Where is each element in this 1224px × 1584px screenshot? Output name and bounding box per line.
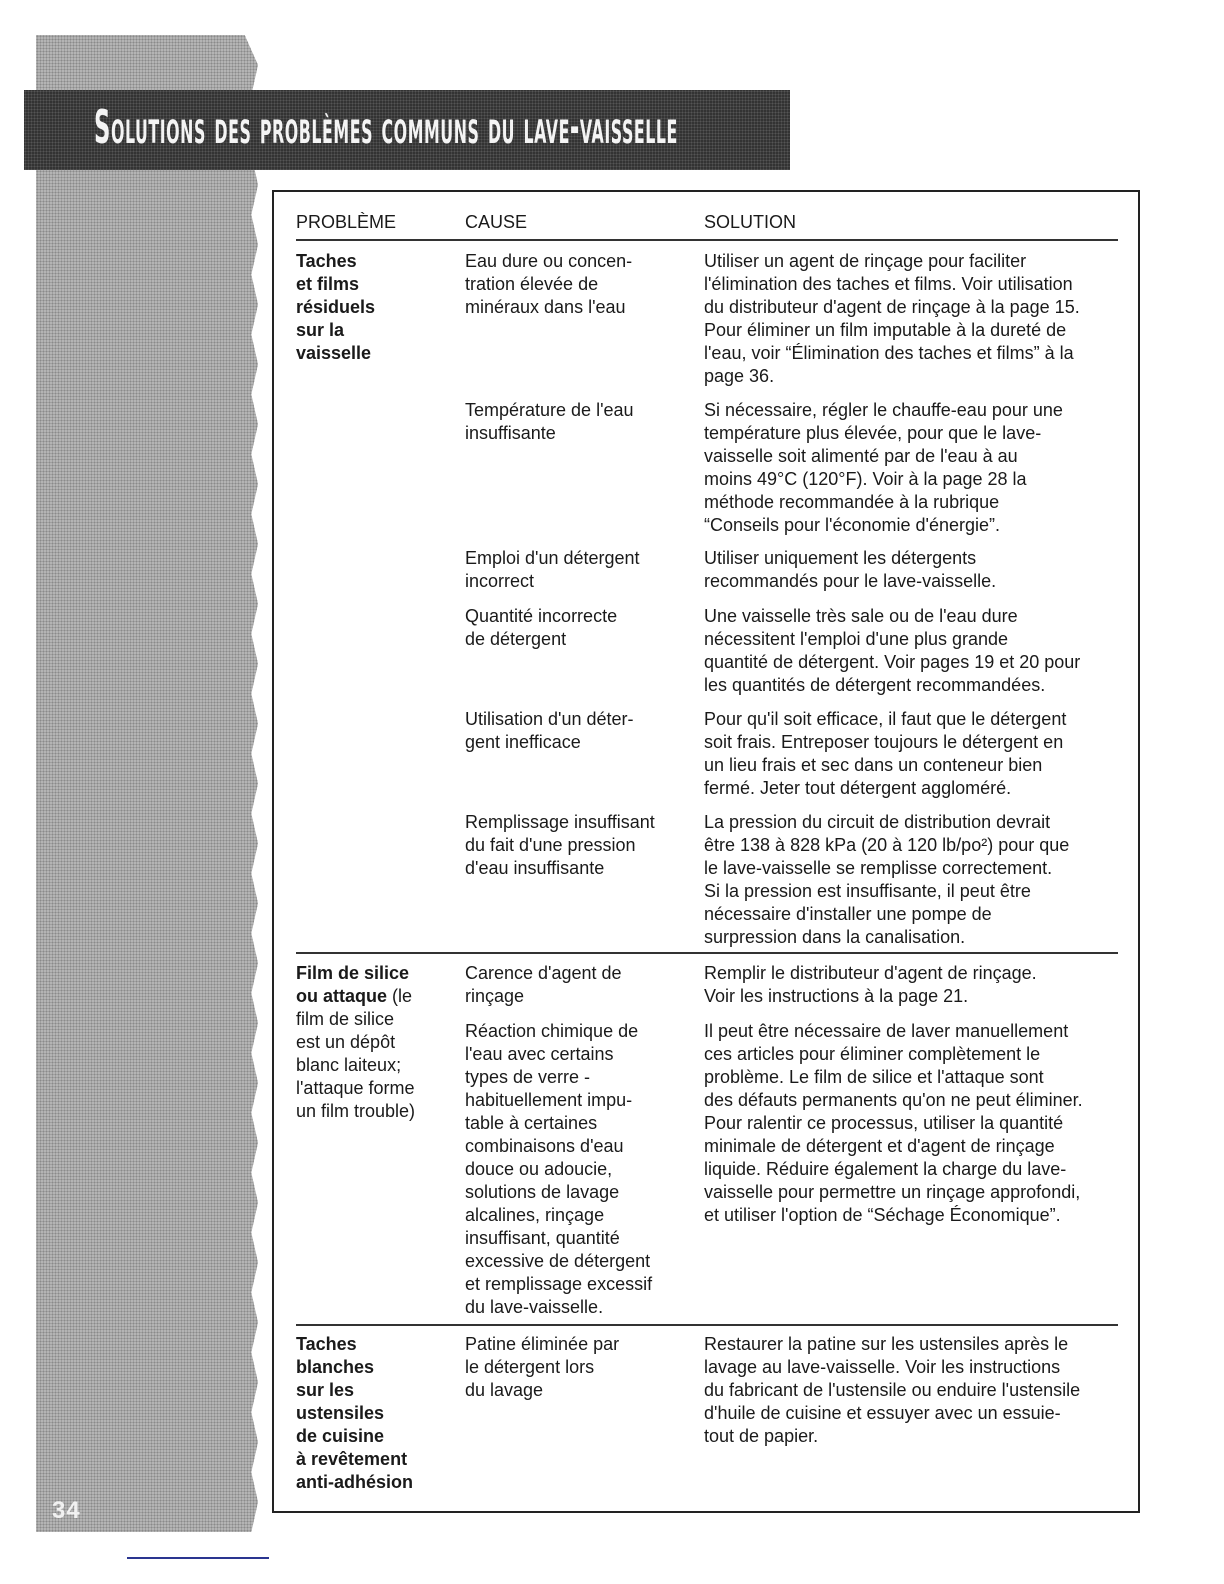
cause-cell: Emploi d'un détergent incorrect: [465, 548, 640, 591]
page-number: 34: [52, 1497, 81, 1524]
solution-cell: La pression du circuit de distribution devrait être 138 à 828 kPa (20 à 120 lb/po²) pour que le lave-vaisselle se remplisse correctement. Si la pression est insuffisante, il peut être nécessaire d'installer une pompe de surpression dans la canalisation.: [704, 812, 1070, 947]
problem-cell: Taches et films résiduels sur la vaisselle: [296, 251, 376, 363]
problem-title: Film de silice ou attaque: [296, 963, 410, 1006]
row-divider: [296, 952, 1118, 954]
solution-cell: Utiliser un agent de rinçage pour faciliter l'élimination des taches et films. Voir utilisation du distributeur d'agent de rinçage à la page 15. Pour éliminer un film imputable à la dureté de l'eau, voir “Élimination des taches et films” à la page 36.: [704, 251, 1080, 386]
solution-cell: Remplir le distributeur d'agent de rinçage. Voir les instructions à la page 21.: [704, 963, 1037, 1006]
header-cause: CAUSE: [465, 212, 528, 232]
solution-cell: Si nécessaire, régler le chauffe-eau pour une température plus élevée, pour que le lave- vaisselle soit alimenté par de l'eau à au moins 49°C (120°F). Voir à la page 28 la méthode recommandée à la rubrique “Conseils pour l'économie d'énergie”.: [704, 400, 1063, 535]
cause-cell: Quantité incorrecte de détergent: [465, 606, 618, 649]
cause-cell: Patine éliminée par le détergent lors du lavage: [465, 1334, 620, 1400]
problem-cell: [296, 962, 415, 1123]
solution-cell: Pour qu'il soit efficace, il faut que le détergent soit frais. Entreposer toujours le détergent en un lieu frais et sec dans un conteneur bien fermé. Jeter tout détergent aggloméré.: [704, 709, 1067, 798]
cause-cell: Eau dure ou concen- tration élevée de minéraux dans l'eau: [465, 251, 633, 317]
cause-cell: Réaction chimique de l'eau avec certains types de verre - habituellement impu- table à certaines combinaisons d'eau douce ou adoucie, solutions de lavage alcalines, rinçage insuffisant, quantité excessive de détergent et remplissage excessif du lave-vaisselle.: [465, 1021, 653, 1317]
header-problem: PROBLÈME: [296, 212, 397, 232]
problem-description: (le film de silice est un dépôt blanc laiteux; l'attaque forme un film trouble): [296, 986, 416, 1121]
page-title: Solutions des problèmes communs du lave-vaisselle: [94, 100, 678, 154]
cause-cell: Utilisation d'un déter- gent inefficace: [465, 709, 634, 752]
header-solution: SOLUTION: [704, 212, 797, 232]
row-divider: [296, 1324, 1118, 1326]
solution-cell: Une vaisselle très sale ou de l'eau dure nécessitent l'emploi d'une plus grande quantité de détergent. Voir pages 19 et 20 pour les quantités de détergent recommandées.: [704, 606, 1081, 695]
footer-line: [127, 1557, 269, 1559]
cause-cell: Remplissage insuffisant du fait d'une pression d'eau insuffisante: [465, 812, 655, 878]
problem-cell: Taches blanches sur les ustensiles de cuisine à revêtement anti-adhésion: [296, 1334, 414, 1492]
cause-cell: Température de l'eau insuffisante: [465, 400, 634, 443]
title-banner: [24, 90, 790, 170]
solution-cell: Utiliser uniquement les détergents recommandés pour le lave-vaisselle.: [704, 548, 997, 591]
decorative-side-strip: [36, 35, 258, 1532]
solution-cell: Il peut être nécessaire de laver manuellement ces articles pour éliminer complètement le problème. Le film de silice et l'attaque sont des défauts permanents qu'on ne peut éliminer. Pour ralentir ce processus, utiliser la quantité minimale de détergent et d'agent de rinçage liquide. Réduire également la charge du lave- vaisselle pour permettre un rinçage approfondi, et utiliser l'option de “Séchage Économique”.: [704, 1021, 1083, 1225]
header-divider: [296, 239, 1118, 241]
solution-cell: Restaurer la patine sur les ustensiles après le lavage au lave-vaisselle. Voir les instructions du fabricant de l'ustensile ou enduire l'ustensile d'huile de cuisine et essuyer avec un essuie- tout de papier.: [704, 1334, 1081, 1446]
cause-cell: Carence d'agent de rinçage: [465, 963, 622, 1006]
